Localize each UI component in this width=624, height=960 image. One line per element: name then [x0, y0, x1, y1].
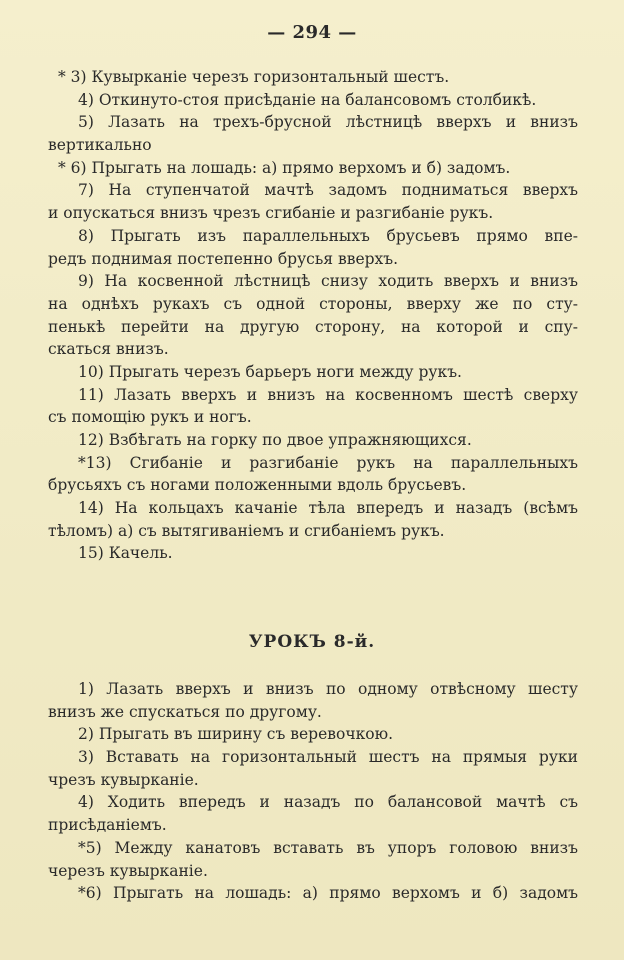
exercise-line: *6) Прыгать на лошадь: а) прямо верхомъ и б) задомъ	[78, 884, 578, 903]
exercise-line: тѣломъ) а) съ вытягиваніемъ и сгибаніемъ рукъ.	[48, 521, 445, 540]
exercise-line: 4) Ходить впередъ и назадъ по балансовой мачтѣ съ	[78, 793, 578, 812]
exercise-line: 10) Прыгать черезъ барьеръ ноги между рукъ.	[78, 362, 462, 381]
exercise-line: 5) Лазать на трехъ-брусной лѣстницѣ вверхъ и внизъ	[78, 113, 578, 132]
exercise-line: пенькѣ перейти на другую сторону, на которой и спу-	[48, 317, 578, 336]
exercise-line: черезъ кувырканіе.	[48, 861, 208, 880]
exercise-line: чрезъ кувырканіе.	[48, 770, 199, 789]
lesson-exercises-continued	[48, 66, 578, 565]
exercise-line: редъ поднимая постепенно брусья вверхъ.	[48, 249, 399, 268]
exercise-line: 14) На кольцахъ качаніе тѣла впередъ и назадъ (всѣмъ	[78, 499, 578, 518]
exercise-line: 2) Прыгать въ ширину съ веревочкою.	[78, 725, 394, 744]
exercise-line: 11) Лазать вверхъ и внизъ на косвенномъ шестѣ сверху	[78, 385, 578, 404]
exercise-line: *5) Между канатовъ вставать въ упоръ головою внизъ	[78, 838, 578, 857]
exercise-line: вертикально	[48, 136, 152, 155]
exercise-line: и опускаться внизъ чрезъ сгибаніе и разгибаніе рукъ.	[48, 204, 494, 223]
exercise-line: *13) Сгибаніе и разгибаніе рукъ на параллельныхъ	[78, 453, 578, 472]
exercise-line: 4) Откинуто-стоя присѣданіе на балансовомъ столбикѣ.	[78, 90, 537, 109]
exercise-line: брусьяхъ съ ногами положенными вдоль брусьевъ.	[48, 476, 467, 495]
exercise-line: 1) Лазать вверхъ и внизъ по одному отвѣсному шесту	[78, 680, 578, 698]
exercise-line: 7) На ступенчатой мачтѣ задомъ подниматься вверхъ	[78, 181, 578, 200]
exercise-line: * 3) Кувырканіе черезъ горизонтальный шестъ.	[58, 68, 450, 86]
exercise-line: присѣданіемъ.	[48, 816, 167, 835]
exercise-line: * 6) Прыгать на лошадь: а) прямо верхомъ и б) задомъ.	[58, 158, 511, 177]
exercise-line: 12) Взбѣгать на горку по двое упражняющихся.	[78, 431, 472, 449]
lesson-heading: УРОКЪ 8-й.	[248, 632, 376, 652]
lesson-8-exercises	[48, 678, 578, 905]
exercise-line: 15) Качель.	[78, 544, 173, 563]
exercise-line: скаться внизъ.	[48, 340, 169, 359]
exercise-line: 3) Вставать на горизонтальный шестъ на прямыя руки	[78, 748, 578, 767]
exercise-line: 8) Прыгать изъ параллельныхъ брусьевъ прямо впе-	[78, 226, 578, 245]
exercise-line: на однѣхъ рукахъ съ одной стороны, вверху же по сту-	[48, 294, 578, 313]
exercise-line: 9) На косвенной лѣстницѣ снизу ходить вверхъ и внизъ	[78, 272, 578, 291]
page-number: — 294 —	[267, 22, 357, 43]
exercise-line: съ помощію рукъ и ногъ.	[48, 408, 252, 427]
exercise-line: внизъ же спускаться по другому.	[48, 702, 322, 721]
